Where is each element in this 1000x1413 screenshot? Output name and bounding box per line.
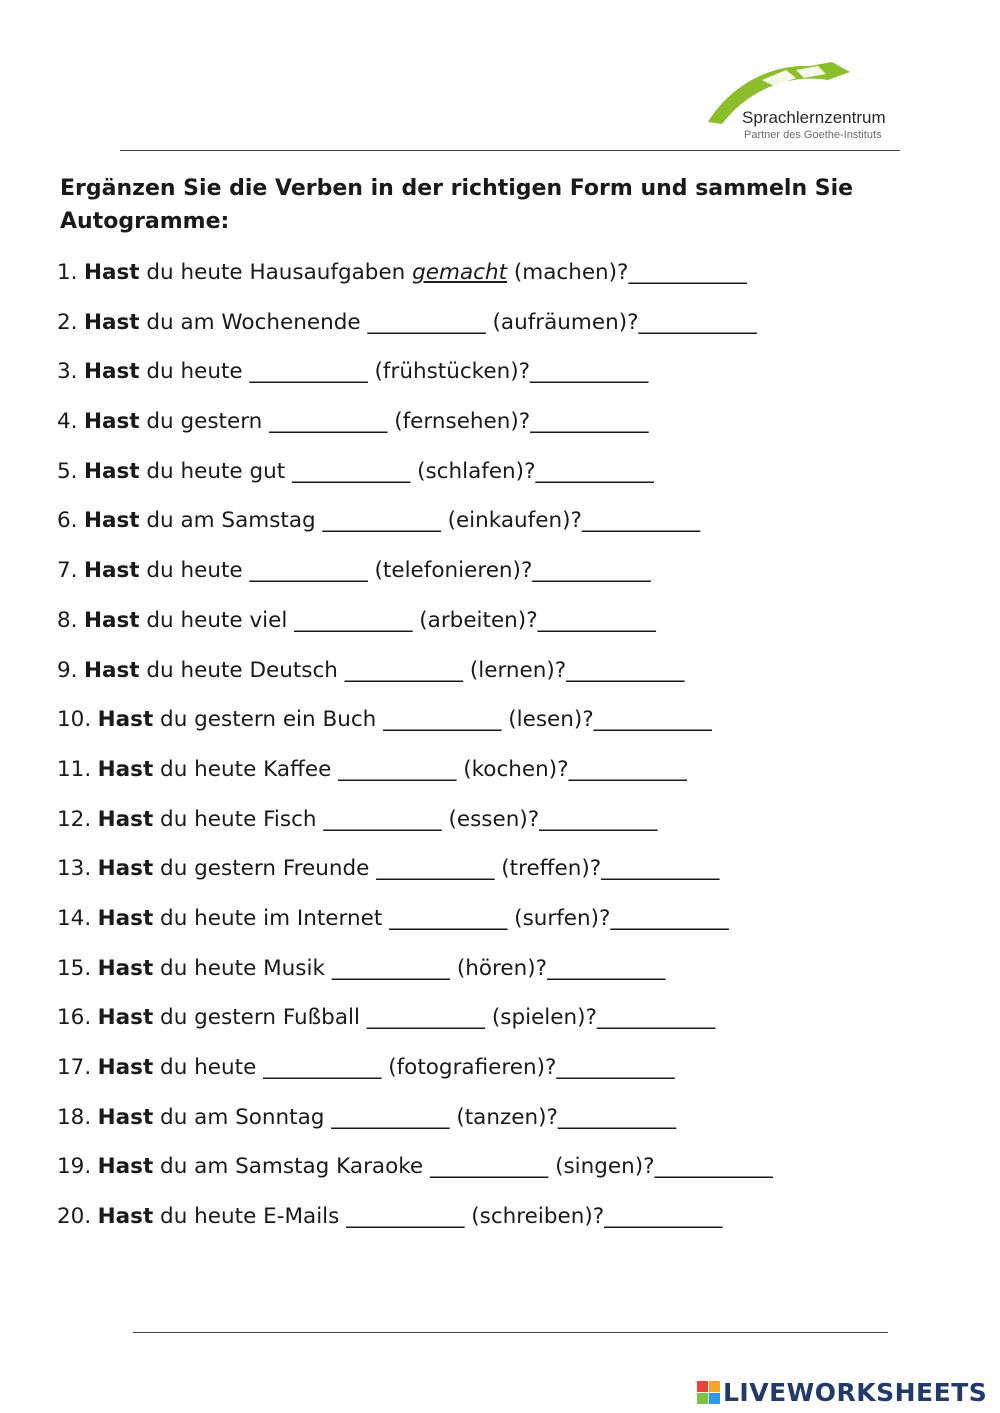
item-verb: Hast [83,409,140,435]
exercise-item [57,699,947,749]
exercise-item [57,451,947,501]
exercise-item [57,749,947,799]
item-text: du heute Kaffee [153,756,339,782]
item-verb: Hast [83,657,140,683]
item-number: 1. [57,260,78,285]
item-text: du heute [139,558,250,584]
signature-blank[interactable]: ___________ [530,359,649,385]
signature-blank[interactable]: ___________ [593,707,712,733]
signature-blank[interactable]: ___________ [547,955,666,981]
item-blank[interactable]: ___________ [331,955,451,981]
item-number: 16. [57,1005,92,1031]
item-number: 14. [57,905,92,931]
item-number: 20. [57,1204,92,1230]
item-text: du gestern Freunde [153,856,377,882]
liveworksheets-badge-icon [697,1381,721,1405]
item-number: 4. [57,409,78,435]
item-text: du heute gut [139,458,292,484]
signature-blank[interactable]: ___________ [557,1104,677,1130]
signature-blank[interactable]: ___________ [566,657,685,683]
exercise-item [57,1146,947,1196]
item-number: 18. [57,1104,92,1130]
signature-blank[interactable]: ___________ [539,806,658,832]
signature-blank[interactable]: ___________ [604,1204,723,1230]
item-blank[interactable]: ___________ [429,1154,549,1180]
item-infinitive: (kochen)? [456,756,569,782]
item-verb: Hast [97,1005,154,1031]
item-blank[interactable]: ___________ [389,905,508,931]
item-text: du gestern Fußball [153,1005,367,1031]
item-infinitive: (spielen)? [485,1005,597,1031]
item-number: 11. [57,756,92,782]
item-number: 8. [57,607,78,633]
exercise-item [57,401,947,451]
item-verb: Hast [83,607,140,633]
item-infinitive: (telefonieren)? [367,558,533,584]
header-divider [120,150,900,151]
signature-blank[interactable]: ___________ [530,409,649,435]
item-verb: Hast [97,955,154,981]
item-given-answer: gemacht [412,260,508,285]
item-blank[interactable]: ___________ [263,1055,382,1080]
item-text: du heute Deutsch [139,657,345,683]
item-text: du heute Hausaufgaben [139,260,413,285]
item-number: 12. [57,806,92,832]
item-number: 5. [57,458,78,484]
item-blank[interactable]: ___________ [323,806,442,832]
exercise-item [57,1196,947,1246]
item-text: du heute Musik [153,955,332,981]
exercise-item [57,302,947,352]
signature-blank[interactable]: ___________ [654,1154,773,1180]
item-infinitive: (fernsehen)? [387,409,531,435]
item-infinitive: (singen)? [548,1154,655,1180]
item-text: du heute viel [139,607,295,633]
item-infinitive: (tanzen)? [449,1104,558,1130]
item-text: du gestern [139,409,270,435]
item-verb: Hast [97,1204,154,1230]
item-blank[interactable]: ___________ [269,409,388,435]
item-infinitive: (hören)? [450,955,548,981]
item-verb: Hast [83,508,140,534]
item-infinitive: (schreiben)? [464,1204,605,1230]
item-infinitive: (arbeiten)? [412,607,538,633]
exercise-item [57,1097,947,1147]
item-verb: Hast [97,1154,154,1180]
item-blank[interactable]: ___________ [366,1005,486,1031]
item-verb: Hast [97,1104,154,1130]
signature-blank[interactable]: ___________ [535,458,654,484]
item-blank[interactable]: ___________ [346,1204,465,1230]
item-infinitive: (fotografieren)? [381,1055,557,1080]
item-number: 2. [57,309,78,335]
item-text: du heute [153,1055,264,1080]
item-infinitive: (einkaufen)? [440,508,582,534]
exercise-item [57,650,947,700]
logo-name: Sprachlernzentrum [742,108,886,127]
signature-blank[interactable]: ___________ [581,508,701,534]
item-text: du heute im Internet [153,905,390,931]
instruction-heading: Ergänzen Sie die Verben in der richtigen Form und sammeln Sie Autogramme: [60,176,854,234]
item-verb: Hast [97,856,154,882]
exercise-list [57,252,947,1246]
signature-blank[interactable]: ___________ [596,1005,716,1031]
item-infinitive: (essen)? [441,806,540,832]
item-verb: Hast [97,905,154,931]
signature-blank[interactable]: ___________ [532,558,651,584]
exercise-item [57,550,947,600]
item-number: 3. [57,359,78,385]
exercise-item [57,898,947,948]
exercise-item [57,948,947,998]
signature-blank[interactable]: ___________ [628,260,747,285]
signature-blank[interactable]: ___________ [638,309,757,335]
item-infinitive: (lesen)? [501,707,594,733]
item-text: du am Sonntag [153,1104,332,1130]
item-blank[interactable]: ___________ [376,856,495,882]
item-number: 13. [57,856,92,882]
item-verb: Hast [97,707,154,733]
exercise-item [57,252,947,302]
item-infinitive: (frühstücken)? [367,359,531,385]
item-infinitive: (machen)? [507,260,629,285]
item-blank[interactable]: ___________ [383,707,502,733]
item-text: du heute E-Mails [153,1204,347,1230]
item-blank[interactable]: ___________ [291,458,411,484]
item-verb: Hast [83,359,140,385]
item-infinitive: (aufräumen)? [485,309,639,335]
item-text: du heute Fisch [153,806,324,832]
exercise-item [57,1047,947,1097]
footer-divider [133,1332,888,1333]
exercise-item [57,997,947,1047]
item-blank[interactable]: ___________ [331,1104,450,1130]
item-text: du gestern ein Buch [153,707,384,733]
exercise-item [57,500,947,550]
item-infinitive: (treffen)? [494,856,602,882]
signature-blank[interactable]: ___________ [537,607,656,633]
item-verb: Hast [97,1055,154,1080]
item-blank[interactable]: ___________ [249,558,368,584]
item-number: 19. [57,1154,92,1180]
item-number: 6. [57,508,78,534]
item-verb: Hast [83,260,140,285]
item-blank[interactable]: ___________ [294,607,413,633]
signature-blank[interactable]: ___________ [610,905,729,931]
item-infinitive: (surfen)? [507,905,611,931]
liveworksheets-brand: LIVEWORKSHEETS [723,1378,988,1407]
item-number: 15. [57,955,92,981]
item-number: 17. [57,1055,92,1080]
signature-blank[interactable]: ___________ [601,856,720,882]
item-verb: Hast [97,806,154,832]
exercise-item [57,351,947,401]
item-text: du am Samstag [139,508,323,534]
item-text: du heute [139,359,250,385]
sprachlernzentrum-logo [700,58,895,148]
exercise-item [57,799,947,849]
item-infinitive: (schlafen)? [410,458,536,484]
item-verb: Hast [83,558,140,584]
item-text: du am Samstag Karaoke [153,1154,430,1180]
signature-blank[interactable]: ___________ [568,756,687,782]
item-verb: Hast [83,309,140,335]
item-number: 10. [57,707,92,733]
logo-subtitle: Partner des Goethe-Instituts [744,129,882,141]
signature-blank[interactable]: ___________ [556,1055,675,1080]
item-blank[interactable]: ___________ [249,359,368,385]
item-verb: Hast [83,458,140,484]
item-infinitive: (lernen)? [463,657,567,683]
item-verb: Hast [97,756,154,782]
item-blank[interactable]: ___________ [338,756,457,782]
item-number: 9. [57,657,78,683]
item-blank[interactable]: ___________ [344,657,464,683]
item-blank[interactable]: ___________ [367,309,486,335]
exercise-item [57,600,947,650]
exercise-item [57,848,947,898]
item-blank[interactable]: ___________ [322,508,441,534]
item-number: 7. [57,558,78,584]
item-text: du am Wochenende [139,309,368,335]
